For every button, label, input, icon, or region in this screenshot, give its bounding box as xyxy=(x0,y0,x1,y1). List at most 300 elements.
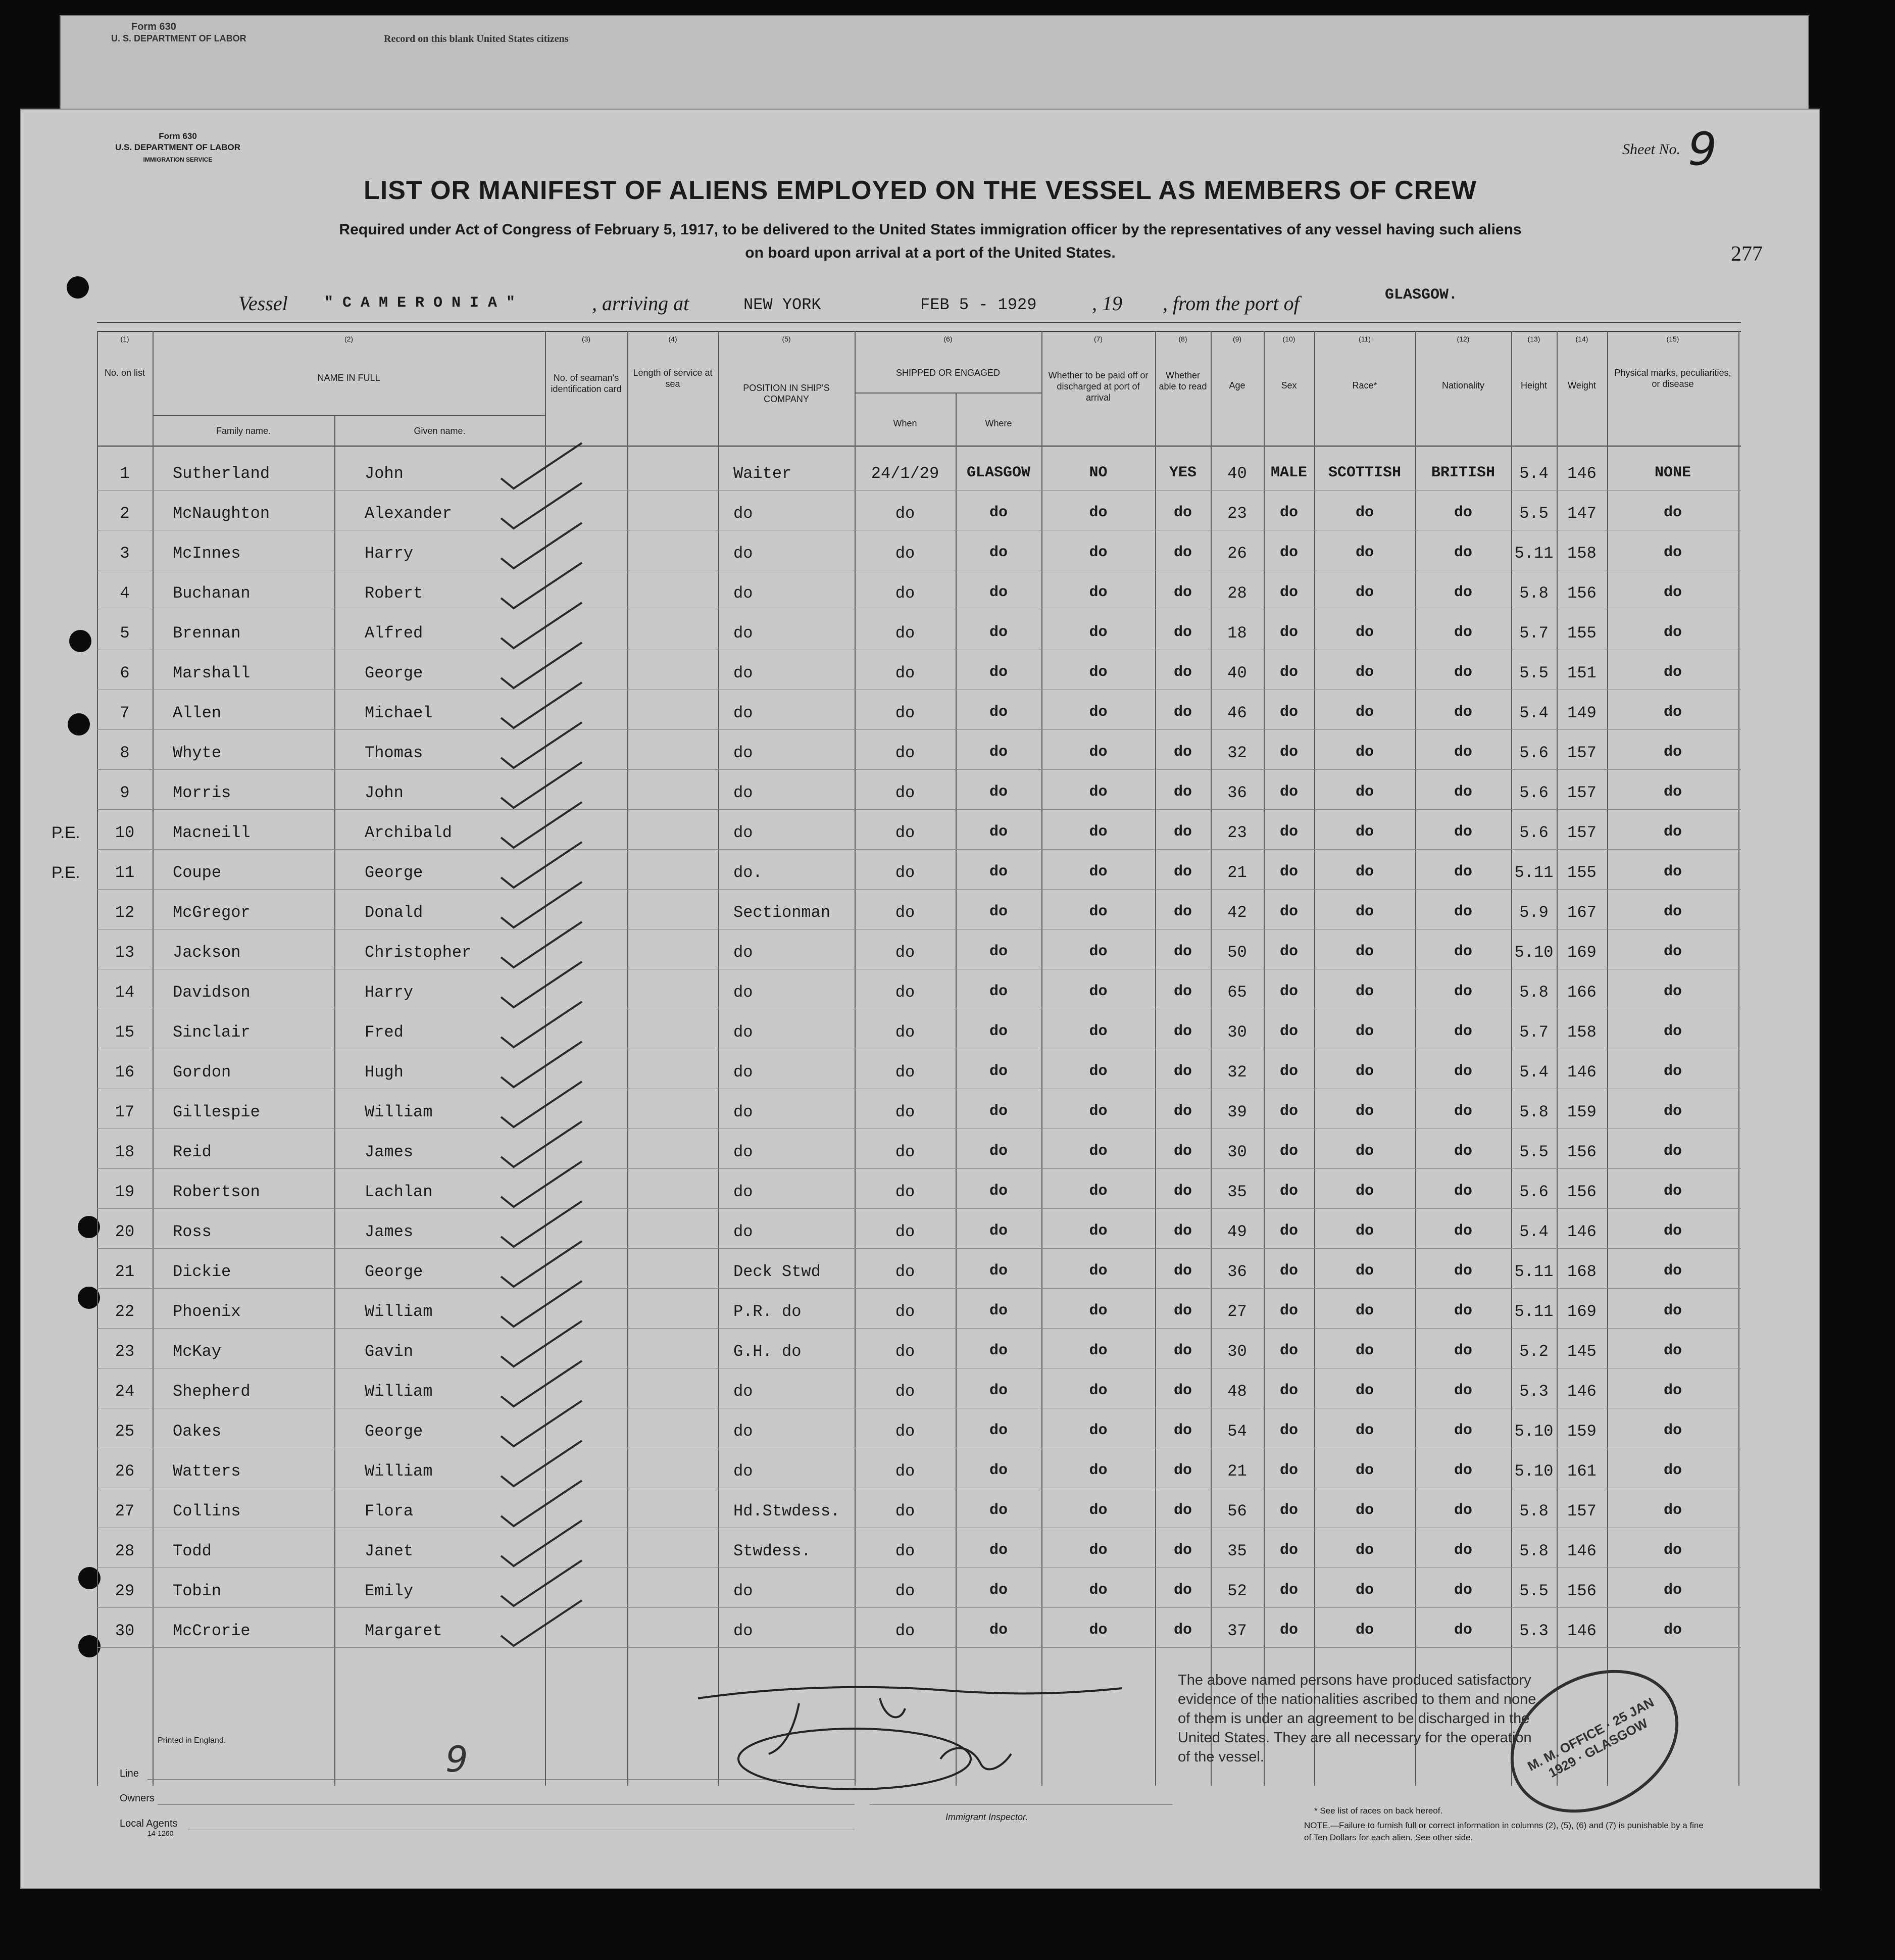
shipped-where: do xyxy=(989,783,1008,801)
age: 35 xyxy=(1227,1542,1247,1560)
age: 23 xyxy=(1227,823,1247,842)
shipped-where: do xyxy=(989,584,1008,601)
height: 5.10 xyxy=(1514,1462,1554,1481)
shipped-where: do xyxy=(989,903,1008,920)
sheet-label: Sheet No. xyxy=(1622,141,1680,158)
shipped-where: do xyxy=(989,863,1008,880)
family-name: Watters xyxy=(173,1462,241,1481)
race: do xyxy=(1355,1262,1374,1280)
shipped-when: do xyxy=(895,1542,915,1560)
col-num-4: (4) xyxy=(668,335,677,343)
back-form-no: Form 630 xyxy=(131,21,176,32)
able-to-read: do xyxy=(1173,783,1192,801)
height: 5.3 xyxy=(1519,1382,1549,1401)
shipped-where: do xyxy=(989,1342,1008,1359)
race: do xyxy=(1355,1342,1374,1359)
physical-marks: do xyxy=(1663,1502,1682,1519)
position: do xyxy=(733,783,753,802)
given-name: Lachlan xyxy=(365,1183,433,1201)
col-num-2: (2) xyxy=(344,335,354,343)
col-num-3: (3) xyxy=(581,335,591,343)
paid-off: do xyxy=(1089,1183,1108,1200)
nationality: do xyxy=(1454,1143,1472,1160)
physical-marks: do xyxy=(1663,1023,1682,1040)
nationality: do xyxy=(1454,1103,1472,1120)
shipped-where: do xyxy=(989,1542,1008,1559)
shipped-where: do xyxy=(989,1622,1008,1639)
handwritten-page-number: 9 xyxy=(445,1739,468,1780)
physical-marks: do xyxy=(1663,1262,1682,1280)
sex: do xyxy=(1279,1582,1298,1599)
age: 54 xyxy=(1227,1422,1247,1441)
physical-marks: do xyxy=(1663,624,1682,641)
shipped-when: do xyxy=(895,1342,915,1361)
race: do xyxy=(1355,1023,1374,1040)
weight: 169 xyxy=(1567,1302,1597,1321)
age: 30 xyxy=(1227,1023,1247,1042)
stamp-number: 277 xyxy=(1731,242,1763,266)
weight: 146 xyxy=(1567,1063,1597,1082)
position: do xyxy=(733,823,753,842)
family-name: Morris xyxy=(173,783,231,802)
back-record-note: Record on this blank United States citizens xyxy=(384,33,569,44)
height: 5.11 xyxy=(1514,1302,1554,1321)
position: do xyxy=(733,1622,753,1640)
weight: 159 xyxy=(1567,1103,1597,1121)
given-name: Harry xyxy=(365,544,414,563)
family-name: Reid xyxy=(173,1143,212,1161)
able-to-read: do xyxy=(1173,1542,1192,1559)
height: 5.8 xyxy=(1519,983,1549,1002)
weight: 145 xyxy=(1567,1342,1597,1361)
height: 5.4 xyxy=(1519,464,1549,483)
header-sex: Sex xyxy=(1281,380,1297,390)
nationality: do xyxy=(1454,1422,1472,1439)
row-number: 30 xyxy=(115,1622,135,1640)
row-number: 22 xyxy=(115,1302,135,1321)
agents-ref: 14-1260 xyxy=(147,1829,174,1837)
age: 52 xyxy=(1227,1582,1247,1600)
row-number: 5 xyxy=(120,624,130,643)
physical-marks: do xyxy=(1663,704,1682,721)
given-name: Alfred xyxy=(365,624,423,643)
height: 5.5 xyxy=(1519,1143,1549,1161)
shipped-when: do xyxy=(895,863,915,882)
position: do xyxy=(733,1183,753,1201)
paid-off: do xyxy=(1089,1462,1108,1479)
family-name: Ross xyxy=(173,1222,212,1241)
race: do xyxy=(1355,1502,1374,1519)
shipped-when: do xyxy=(895,943,915,962)
age: 37 xyxy=(1227,1622,1247,1640)
weight: 155 xyxy=(1567,624,1597,643)
family-name: Brennan xyxy=(173,624,241,643)
shipped-where: do xyxy=(989,1222,1008,1240)
weight: 155 xyxy=(1567,863,1597,882)
given-name: Janet xyxy=(365,1542,414,1560)
able-to-read: do xyxy=(1173,744,1192,761)
shipped-when: do xyxy=(895,1143,915,1161)
height: 5.8 xyxy=(1519,584,1549,603)
race: do xyxy=(1355,544,1374,561)
height: 5.4 xyxy=(1519,704,1549,722)
header-position: POSITION IN SHIP'S COMPANY xyxy=(743,383,830,404)
height: 5.7 xyxy=(1519,624,1549,643)
manifest-page xyxy=(20,109,1820,1889)
paid-off: do xyxy=(1089,1023,1108,1040)
physical-marks: do xyxy=(1663,943,1682,960)
paid-off: do xyxy=(1089,1622,1108,1639)
arrival-date: FEB 5 - 1929 xyxy=(920,296,1037,314)
sex: do xyxy=(1279,624,1298,641)
able-to-read: do xyxy=(1173,903,1192,920)
paid-off: do xyxy=(1089,1143,1108,1160)
weight: 151 xyxy=(1567,664,1597,682)
weight: 169 xyxy=(1567,943,1597,962)
given-name: William xyxy=(365,1382,433,1401)
sex: do xyxy=(1279,863,1298,880)
row-number: 16 xyxy=(115,1063,135,1082)
shipped-where: do xyxy=(989,624,1008,641)
sex: do xyxy=(1279,903,1298,920)
given-name: George xyxy=(365,1422,423,1441)
age: 40 xyxy=(1227,464,1247,483)
sex: do xyxy=(1279,1502,1298,1519)
given-name: Archibald xyxy=(365,823,452,842)
position: do xyxy=(733,584,753,603)
row-number: 12 xyxy=(115,903,135,922)
row-number: 27 xyxy=(115,1502,135,1521)
height: 5.9 xyxy=(1519,903,1549,922)
position: do xyxy=(733,504,753,523)
nationality: do xyxy=(1454,1302,1472,1319)
header-race: Race* xyxy=(1352,380,1377,390)
paid-off: do xyxy=(1089,664,1108,681)
line-label: Line xyxy=(120,1768,139,1779)
age: 18 xyxy=(1227,624,1247,643)
shipped-when: do xyxy=(895,504,915,523)
family-name: McCrorie xyxy=(173,1622,251,1640)
col-num-10: (10) xyxy=(1282,335,1295,343)
punch-hole xyxy=(67,276,89,299)
shipped-where: do xyxy=(989,1023,1008,1040)
age: 26 xyxy=(1227,544,1247,563)
age: 56 xyxy=(1227,1502,1247,1521)
nationality: do xyxy=(1454,1262,1472,1280)
header-height: Height xyxy=(1520,380,1548,390)
position: do xyxy=(733,1023,753,1042)
weight: 147 xyxy=(1567,504,1597,523)
shipped-where: do xyxy=(989,1302,1008,1319)
height: 5.3 xyxy=(1519,1622,1549,1640)
shipped-when: do xyxy=(895,1502,915,1521)
header-weight: Weight xyxy=(1568,380,1596,390)
shipped-when: do xyxy=(895,783,915,802)
shipped-when: do xyxy=(895,1622,915,1640)
weight: 161 xyxy=(1567,1462,1597,1481)
nationality: BRITISH xyxy=(1431,464,1495,481)
page-title: LIST OR MANIFEST OF ALIENS EMPLOYED ON THE VESSEL AS MEMBERS OF CREW xyxy=(364,176,1477,205)
sex: do xyxy=(1279,704,1298,721)
shipped-when: do xyxy=(895,624,915,643)
position: do xyxy=(733,943,753,962)
physical-marks: do xyxy=(1663,1103,1682,1120)
row-number: 11 xyxy=(115,863,135,882)
able-to-read: do xyxy=(1173,1582,1192,1599)
header-when: When xyxy=(893,418,917,428)
sheet-number: 9 xyxy=(1688,123,1717,176)
position: do xyxy=(733,624,753,643)
age: 36 xyxy=(1227,1262,1247,1281)
header-able-read: Whether able to read xyxy=(1159,370,1207,391)
vessel-name: " C A M E R O N I A " xyxy=(324,295,516,312)
age: 32 xyxy=(1227,744,1247,762)
col-num-9: (9) xyxy=(1232,335,1242,343)
height: 5.6 xyxy=(1519,783,1549,802)
sex: do xyxy=(1279,1622,1298,1639)
col-num-11: (11) xyxy=(1359,335,1371,343)
given-name: Harry xyxy=(365,983,414,1002)
col-num-8: (8) xyxy=(1178,335,1187,343)
age: 65 xyxy=(1227,983,1247,1002)
given-name: William xyxy=(365,1302,433,1321)
physical-marks: do xyxy=(1663,1222,1682,1240)
able-to-read: do xyxy=(1173,983,1192,1000)
paid-off: do xyxy=(1089,1342,1108,1359)
race: do xyxy=(1355,783,1374,801)
able-to-read: do xyxy=(1173,1382,1192,1399)
race: do xyxy=(1355,664,1374,681)
paid-off: do xyxy=(1089,584,1108,601)
given-name: Emily xyxy=(365,1582,414,1600)
age: 48 xyxy=(1227,1382,1247,1401)
physical-marks: do xyxy=(1663,1183,1682,1200)
physical-marks: do xyxy=(1663,1143,1682,1160)
sex: do xyxy=(1279,1023,1298,1040)
nationality: do xyxy=(1454,544,1472,561)
weight: 166 xyxy=(1567,983,1597,1002)
nationality: do xyxy=(1454,863,1472,880)
nationality: do xyxy=(1454,1462,1472,1479)
race: do xyxy=(1355,1222,1374,1240)
race: do xyxy=(1355,943,1374,960)
nationality: do xyxy=(1454,584,1472,601)
row-number: 24 xyxy=(115,1382,135,1401)
weight: 168 xyxy=(1567,1262,1597,1281)
physical-marks: do xyxy=(1663,1342,1682,1359)
given-name: Robert xyxy=(365,584,423,603)
sex: do xyxy=(1279,1342,1298,1359)
given-name: James xyxy=(365,1222,414,1241)
shipped-when: do xyxy=(895,744,915,762)
weight: 159 xyxy=(1567,1422,1597,1441)
given-name: George xyxy=(365,1262,423,1281)
given-name: Donald xyxy=(365,903,423,922)
race: do xyxy=(1355,1183,1374,1200)
race: do xyxy=(1355,1143,1374,1160)
header-shipped: SHIPPED OR ENGAGED xyxy=(895,368,1001,378)
family-name: Tobin xyxy=(173,1582,222,1600)
shipped-when: do xyxy=(895,1103,915,1121)
nationality: do xyxy=(1454,823,1472,841)
race: do xyxy=(1355,1302,1374,1319)
physical-marks: do xyxy=(1663,783,1682,801)
vessel-label: Vessel xyxy=(238,292,288,315)
shipped-when: do xyxy=(895,584,915,603)
position: do xyxy=(733,1143,753,1161)
paid-off: do xyxy=(1089,983,1108,1000)
row-number: 13 xyxy=(115,943,135,962)
family-name: Shepherd xyxy=(173,1382,251,1401)
shipped-when: do xyxy=(895,1462,915,1481)
family-name: McGregor xyxy=(173,903,251,922)
family-name: Macneill xyxy=(173,823,251,842)
height: 5.6 xyxy=(1519,823,1549,842)
nationality: do xyxy=(1454,504,1472,521)
position: do xyxy=(733,1582,753,1600)
sex: do xyxy=(1279,544,1298,561)
shipped-where: do xyxy=(989,1143,1008,1160)
weight: 157 xyxy=(1567,823,1597,842)
given-name: Christopher xyxy=(365,943,472,962)
physical-marks: do xyxy=(1663,1542,1682,1559)
race: do xyxy=(1355,1422,1374,1439)
paid-off: do xyxy=(1089,624,1108,641)
shipped-where: do xyxy=(989,1582,1008,1599)
sex: do xyxy=(1279,1222,1298,1240)
form-number: Form 630 xyxy=(159,131,197,141)
shipped-when: 24/1/29 xyxy=(871,464,939,483)
shipped-where: do xyxy=(989,1183,1008,1200)
family-name: McNaughton xyxy=(173,504,270,523)
position: G.H. do xyxy=(733,1342,802,1361)
row-number: 21 xyxy=(115,1262,135,1281)
owners-label: Owners xyxy=(120,1793,155,1804)
race: do xyxy=(1355,1382,1374,1399)
shipped-when: do xyxy=(895,1302,915,1321)
sex: do xyxy=(1279,1143,1298,1160)
physical-marks: do xyxy=(1663,544,1682,561)
height: 5.11 xyxy=(1514,544,1554,563)
family-name: Collins xyxy=(173,1502,241,1521)
age: 21 xyxy=(1227,863,1247,882)
nationality: do xyxy=(1454,943,1472,960)
inspector-signature xyxy=(668,1668,1153,1799)
from-port: GLASGOW. xyxy=(1385,286,1458,304)
paid-off: do xyxy=(1089,744,1108,761)
sex: do xyxy=(1279,504,1298,521)
sex: do xyxy=(1279,1183,1298,1200)
shipped-when: do xyxy=(895,1063,915,1082)
shipped-when: do xyxy=(895,983,915,1002)
position: do xyxy=(733,983,753,1002)
able-to-read: do xyxy=(1173,943,1192,960)
weight: 149 xyxy=(1567,704,1597,722)
physical-marks: do xyxy=(1663,1063,1682,1080)
row-number: 7 xyxy=(120,704,130,722)
paid-off: do xyxy=(1089,1582,1108,1599)
weight: 158 xyxy=(1567,544,1597,563)
shipped-where: do xyxy=(989,1422,1008,1439)
weight: 167 xyxy=(1567,903,1597,922)
physical-marks: do xyxy=(1663,983,1682,1000)
header-given-name: Given name. xyxy=(414,426,466,436)
family-name: Jackson xyxy=(173,943,241,962)
age: 49 xyxy=(1227,1222,1247,1241)
weight: 146 xyxy=(1567,1222,1597,1241)
header-paid-off: Whether to be paid off or discharged at port of arrival xyxy=(1048,370,1149,403)
able-to-read: do xyxy=(1173,1183,1192,1200)
race: do xyxy=(1355,863,1374,880)
paid-off: do xyxy=(1089,1222,1108,1240)
shipped-when: do xyxy=(895,1222,915,1241)
subtitle-2: on board upon arrival at a port of the United States. xyxy=(745,244,1116,261)
sex: do xyxy=(1279,584,1298,601)
shipped-when: do xyxy=(895,823,915,842)
header-length-service: Length of service at sea xyxy=(633,368,713,389)
weight: 146 xyxy=(1567,1382,1597,1401)
able-to-read: do xyxy=(1173,1302,1192,1319)
race: do xyxy=(1355,1542,1374,1559)
age: 46 xyxy=(1227,704,1247,722)
position: Hd.Stwdess. xyxy=(733,1502,840,1521)
given-name: George xyxy=(365,863,423,882)
age: 35 xyxy=(1227,1183,1247,1201)
paid-off: do xyxy=(1089,783,1108,801)
department: U.S. DEPARTMENT OF LABOR xyxy=(115,142,241,152)
shipped-where: do xyxy=(989,823,1008,841)
weight: 156 xyxy=(1567,1582,1597,1600)
shipped-when: do xyxy=(895,1382,915,1401)
given-name: Margaret xyxy=(365,1622,442,1640)
paid-off: do xyxy=(1089,1502,1108,1519)
weight: 146 xyxy=(1567,464,1597,483)
paid-off: do xyxy=(1089,1542,1108,1559)
shipped-when: do xyxy=(895,903,915,922)
shipped-where: do xyxy=(989,1063,1008,1080)
header-where: Where xyxy=(985,418,1012,428)
family-name: Sinclair xyxy=(173,1023,251,1042)
col-num-13: (13) xyxy=(1527,335,1540,343)
sex: do xyxy=(1279,783,1298,801)
nationality: do xyxy=(1454,664,1472,681)
shipped-when: do xyxy=(895,1023,915,1042)
sex: do xyxy=(1279,1302,1298,1319)
col-num-15: (15) xyxy=(1666,335,1679,343)
able-to-read: YES xyxy=(1169,464,1196,481)
sex: do xyxy=(1279,823,1298,841)
position: do xyxy=(733,1462,753,1481)
row-number: 20 xyxy=(115,1222,135,1241)
row-number: 2 xyxy=(120,504,130,523)
race: do xyxy=(1355,504,1374,521)
position: do xyxy=(733,544,753,563)
age: 36 xyxy=(1227,783,1247,802)
height: 5.10 xyxy=(1514,1422,1554,1441)
able-to-read: do xyxy=(1173,1063,1192,1080)
physical-marks: do xyxy=(1663,584,1682,601)
race: SCOTTISH xyxy=(1328,464,1402,481)
sex: do xyxy=(1279,744,1298,761)
given-name: Fred xyxy=(365,1023,404,1042)
shipped-where: do xyxy=(989,983,1008,1000)
row-number: 3 xyxy=(120,544,130,563)
certification-stamp: The above named persons have produced satisfactory evidence of the nationalities ascribed to them and none of them is under an agreement to be discharged in the United States. They are all necessary for the operation of the vessel. xyxy=(1178,1672,1536,1765)
row-number: 8 xyxy=(120,744,130,762)
paid-off: do xyxy=(1089,504,1108,521)
race: do xyxy=(1355,983,1374,1000)
paid-off: do xyxy=(1089,544,1108,561)
